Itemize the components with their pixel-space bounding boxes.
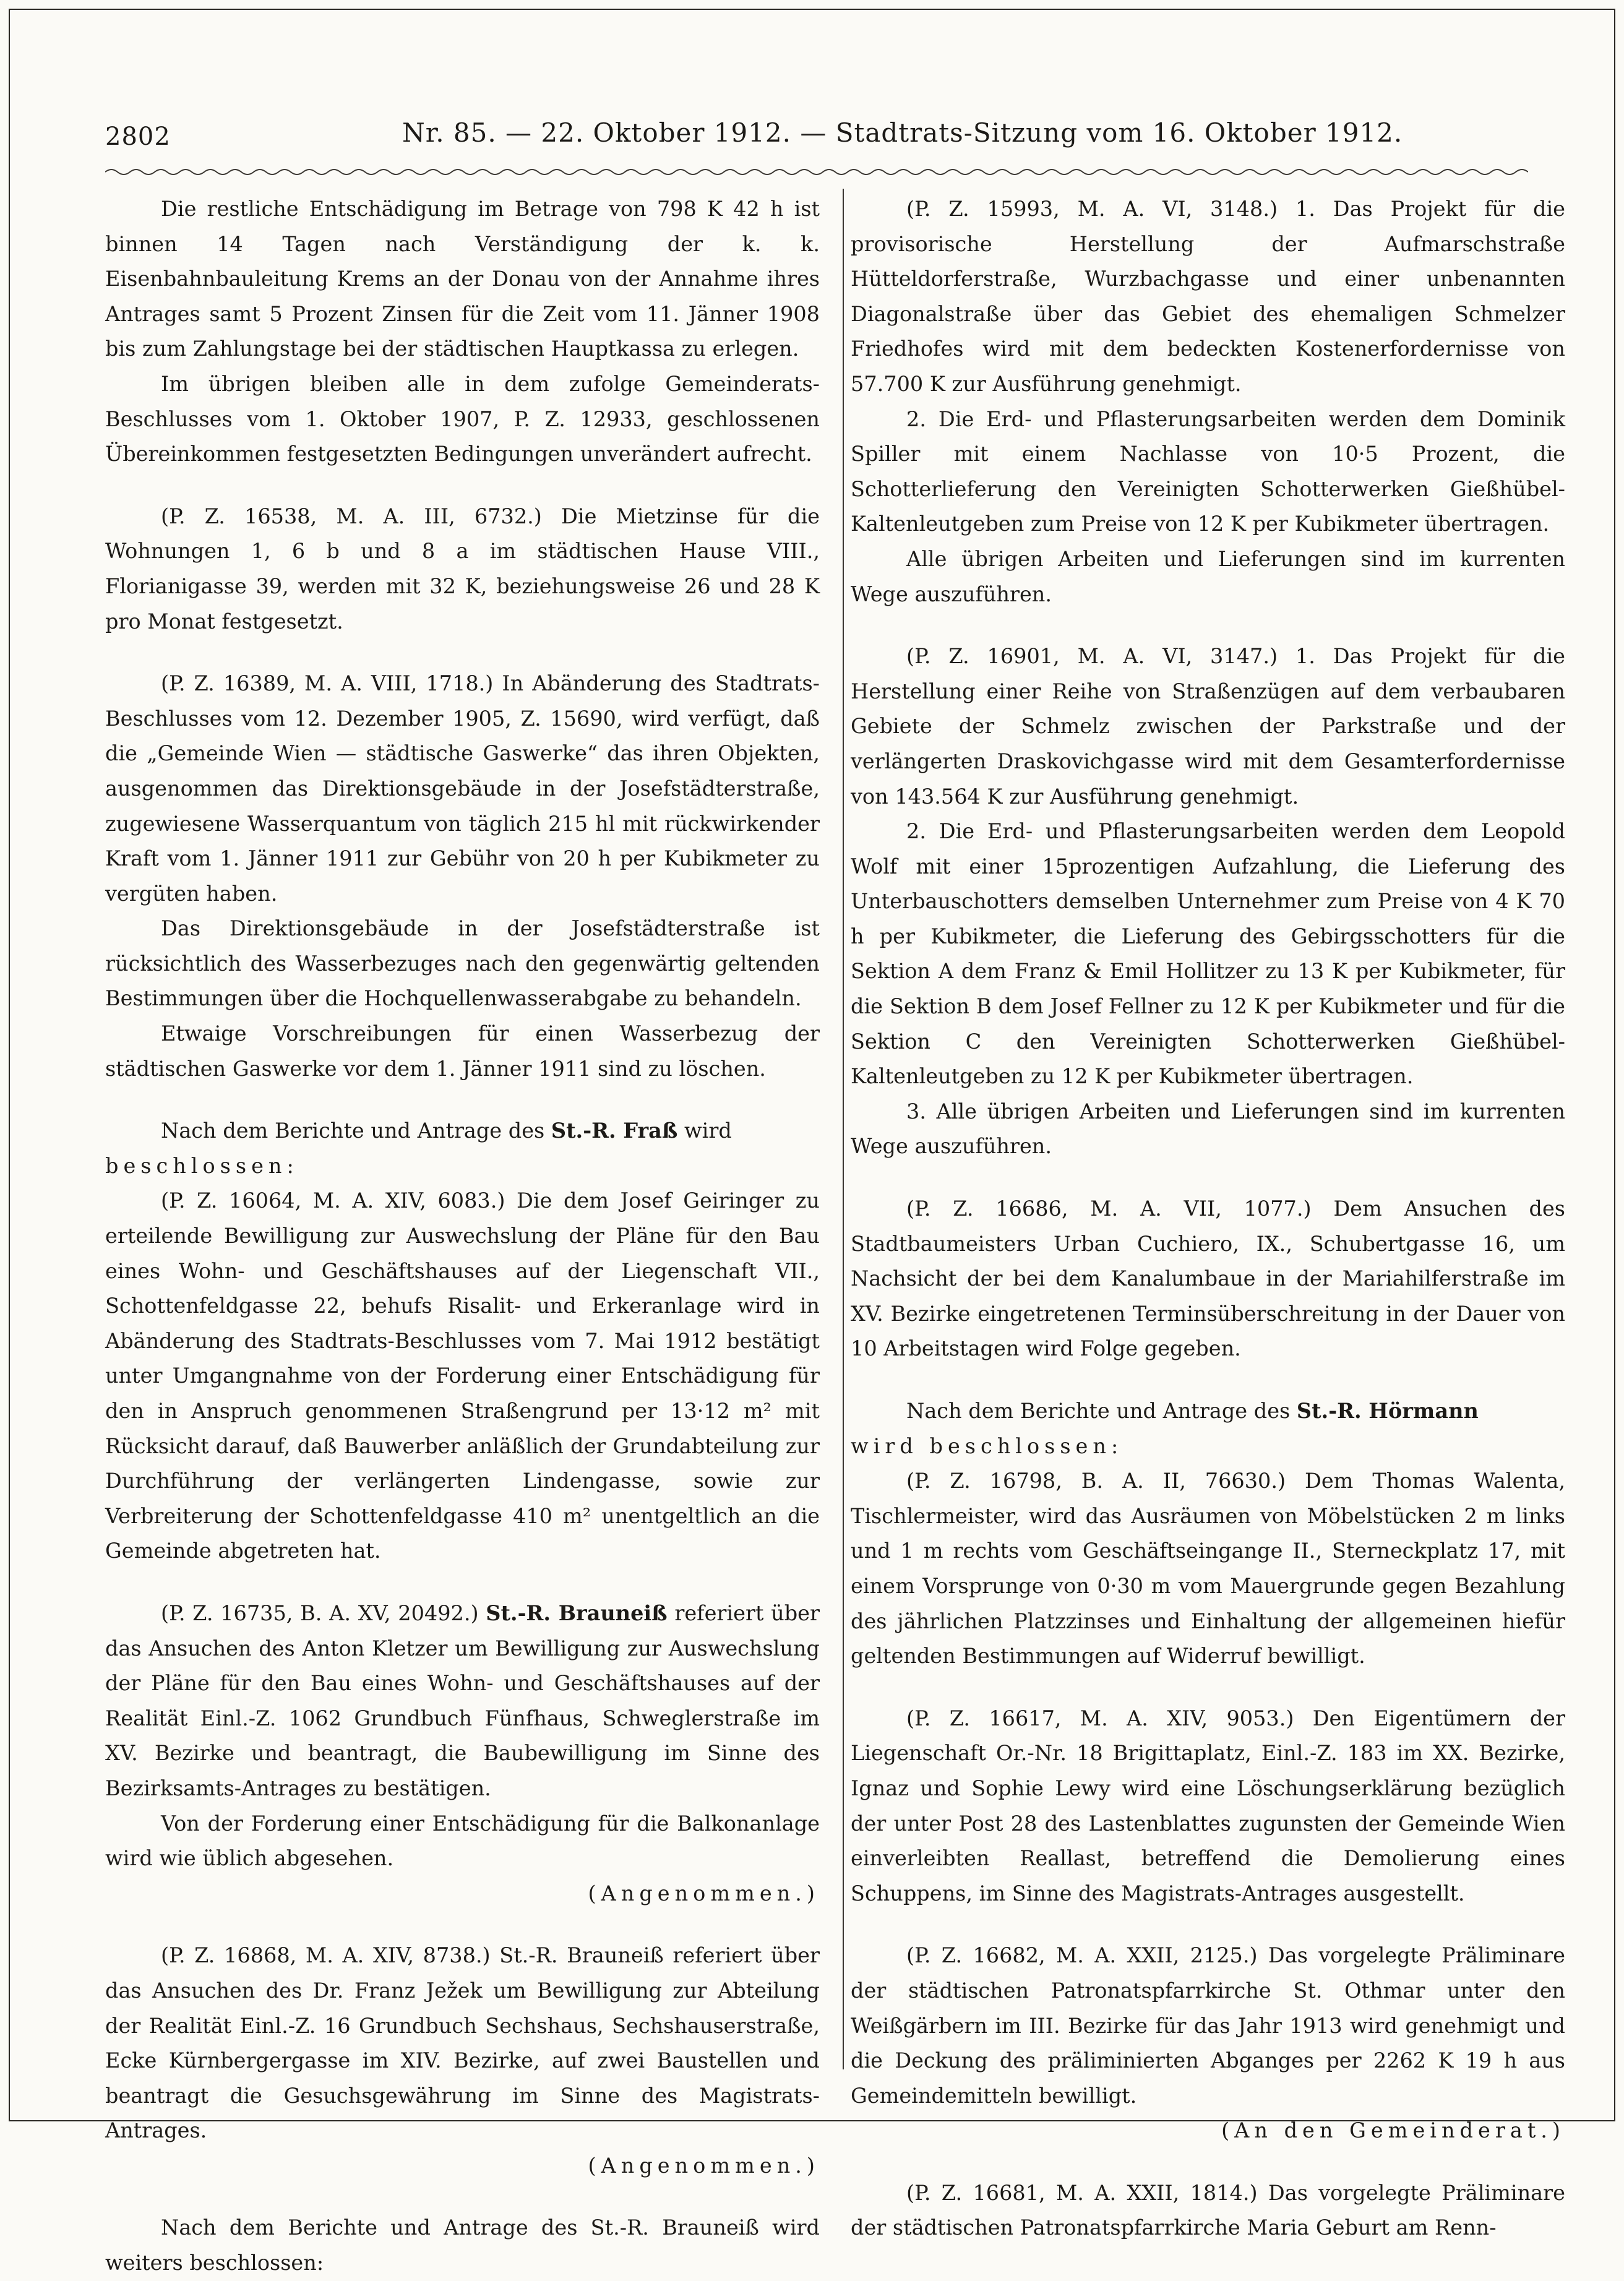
paragraph: Das Direktionsgebäude in der Josefstädterstraße ist rücksichtlich des Wasserbezuges nach den gegenwärtig geltenden Bestimmungen über die Hochquellenwasserabgabe zu behandeln.	[105, 916, 820, 1011]
speaker-name: St.-R. Brauneiß	[486, 1600, 668, 1625]
paragraph: (P. Z. 16798, B. A. II, 76630.) Dem Thomas Walenta, Tischlermeister, wird das Ausräumen von Möbelstücken 2 m links und 1 m rechts vom Geschäftseingange II., Sterneckplatz 17, mit einem Vorsprunge von 0·30 m vom Mauergrunde gegen Bezahlung des jährlichen Platzzinses und Einhaltung der allgemeinen hiefür geltenden Bestimmungen auf Widerruf bewilligt.	[851, 1469, 1565, 1669]
resolution-heading: Nach dem Berichte und Antrage des St.-R. Brauneiß wird weiters beschlossen:	[105, 2215, 820, 2275]
paragraph: (P. Z. 16389, M. A. VIII, 1718.) In Abänderung des Stadtrats-Beschlusses vom 12. Dezember 1905, Z. 15690, wird verfügt, daß die „Gemeinde Wien — städtische Gaswerke“ das ihren Objekten, ausgenommen das Direktionsgebäude in der Josefstädterstraße, zugewiesene Wasserquantum von täglich 215 hl mit rückwirkender Kraft vom 1. Jänner 1911 zur Gebühr von 20 h per Kubikmeter zu vergüten haben.	[105, 671, 820, 906]
paragraph: (P. Z. 16868, M. A. XIV, 8738.) St.-R. Brauneiß referiert über das Ansuchen des Dr. Franz Ježek um Bewilligung zur Abteilung der Realität Einl.-Z. 16 Grundbuch Sechshaus, Sechshauserstraße, Ecke Kürnbergergasse im XIV. Bezirke, auf zwei Baustellen und beantragt die Gesuchsgewährung im Sinne des Magistrats-Antrages.	[105, 1943, 820, 2143]
right-column	[851, 192, 1565, 2246]
column-divider	[843, 189, 844, 2069]
paragraph: (P. Z. 16064, M. A. XIV, 6083.) Die dem Josef Geiringer zu erteilende Bewilligung zur Auswechslung der Pläne für den Bau eines Wohn- und Geschäftshauses auf der Liegenschaft VII., Schottenfeldgasse 22, behufs Risalit- und Erkeranlage wird in Abänderung des Stadtrats-Beschlusses vom 7. Mai 1912 bestätigt unter Umgangnahme von der Forderung einer Entschädigung für den in Anspruch genommenen Straßengrund per 13·12 m² mit Rücksicht darauf, daß Bauwerber anläßlich der Grundabteilung zur Durchführung der verlängerten Lindengasse, sowie zur Verbreiterung der Schottenfeldgasse 410 m² unentgeltlich an die Gemeinde abgetreten hat.	[105, 1188, 820, 1563]
result-note: (Angenommen.)	[588, 1881, 820, 1905]
result-note: (Angenommen.)	[588, 2153, 820, 2178]
paragraph: 2. Die Erd- und Pflasterungsarbeiten werden dem Leopold Wolf mit einer 15prozentigen Aufzahlung, die Lieferung des Unterbauschotters demselben Unternehmer zum Preise von 4 K 70 h per Kubikmeter, die Lieferung des Gebirgsschotters für die Sektion A dem Franz & Emil Hollitzer zu 13 K per Kubikmeter, für die Sektion B dem Josef Fellner zu 12 K per Kubikmeter und für die Sektion C den Vereinigten Schotterwerken Gießhübel-Kaltenleutgeben zu 12 K per Kubikmeter übertragen.	[851, 819, 1565, 1089]
paragraph: Etwaige Vorschreibungen für einen Wasserbezug der städtischen Gaswerke vor dem 1. Jänner 1911 sind zu löschen.	[105, 1021, 820, 1081]
paragraph: Die restliche Entschädigung im Betrage von 798 K 42 h ist binnen 14 Tagen nach Verständigung der k. k. Eisenbahnbauleitung Krems an der Donau von der Annahme ihres Antrages samt 5 Prozent Zinsen für die Zeit vom 11. Jänner 1908 bis zum Zahlungstage bei der städtischen Hauptkassa zu erlegen.	[105, 197, 820, 361]
paragraph: 3. Alle übrigen Arbeiten und Lieferungen sind im kurrenten Wege auszuführen.	[851, 1099, 1565, 1159]
page-number: 2802	[105, 122, 171, 151]
paragraph: Im übrigen bleiben alle in dem zufolge Gemeinderats-Beschlusses vom 1. Oktober 1907, P. Z. 12933, geschlossenen Übereinkommen festgesetzten Bedingungen unverändert aufrecht.	[105, 371, 820, 466]
speaker-name: St.-R. Fraß	[551, 1119, 678, 1143]
running-head: Nr. 85. — 22. Oktober 1912. — Stadtrats-Sitzung vom 16. Oktober 1912.	[402, 118, 1403, 148]
paragraph: 2. Die Erd- und Pflasterungsarbeiten werden dem Dominik Spiller mit einem Nachlasse von 10·5 Prozent, die Schotterlieferung den Vereinigten Schotterwerken Gießhübel-Kaltenleutgeben zum Preise von 12 K per Kubikmeter übertragen.	[851, 406, 1565, 536]
paragraph: (P. Z. 16681, M. A. XXII, 1814.) Das vorgelegte Präliminare der städtischen Patronatspfarrkirche Maria Geburt am Renn-	[851, 2180, 1565, 2240]
paragraph: (P. Z. 15993, M. A. VI, 3148.) 1. Das Projekt für die provisorische Herstellung der Aufmarschstraße Hütteldorferstraße, Wurzbachgasse und einer unbenannten Diagonalstraße über das Gebiet des ehemaligen Schmelzer Friedhofes wird mit dem bedeckten Kostenerfordernisse von 57.700 K zur Ausführung genehmigt.	[851, 197, 1565, 396]
left-column	[105, 192, 820, 2281]
header-wavy-rule	[105, 166, 1528, 178]
paragraph: Alle übrigen Arbeiten und Lieferungen sind im kurrenten Wege auszuführen.	[851, 546, 1565, 606]
paragraph: (P. Z. 16686, M. A. VII, 1077.) Dem Ansuchen des Stadtbaumeisters Urban Cuchiero, IX., Schubertgasse 16, um Nachsicht der bei dem Kanalumbaue in der Mariahilferstraße im XV. Bezirke eingetretenen Terminsüberschreitung in der Dauer von 10 Arbeitstagen wird Folge gegeben.	[851, 1196, 1565, 1361]
paragraph: (P. Z. 16735, B. A. XV, 20492.) St.-R. Brauneiß referiert über das Ansuchen des Anton Kletzer um Bewilligung zur Auswechslung der Pläne für den Bau eines Wohn- und Geschäftshauses auf der Realität Einl.-Z. 1062 Grundbuch Fünfhaus, Schweglerstraße im XV. Bezirke und beantragt, die Baubewilligung im Sinne des Bezirksamts-Antrages zu bestätigen.	[105, 1600, 820, 1800]
paragraph: (P. Z. 16901, M. A. VI, 3147.) 1. Das Projekt für die Herstellung einer Reihe von Straßenzügen auf dem verbaubaren Gebiete der Schmelz zwischen der Parkstraße und der verlängerten Draskovichgasse wird mit dem Gesamterfordernisse von 143.564 K zur Ausführung genehmigt.	[851, 644, 1565, 809]
resolution-heading: Nach dem Berichte und Antrage des St.-R. Fraß wird beschlossen:	[105, 1119, 732, 1178]
resolution-heading: Nach dem Berichte und Antrage des St.-R. Hörmann wird beschlossen:	[851, 1399, 1479, 1458]
result-note: (An den Gemeinderat.)	[1221, 2118, 1565, 2143]
paragraph: (P. Z. 16617, M. A. XIV, 9053.) Den Eigentümern der Liegenschaft Or.-Nr. 18 Brigittaplatz, Einl.-Z. 183 im XX. Bezirke, Ignaz und Sophie Lewy wird eine Löschungserklärung bezüglich der unter Post 28 des Lastenblattes zugunsten der Gemeinde Wien einverleibten Reallast, betreffend die Demolierung eines Schuppens, im Sinne des Magistrats-Antrages ausgestellt.	[851, 1706, 1565, 1905]
page-header	[105, 111, 1525, 155]
speaker-name: St.-R. Hörmann	[1296, 1399, 1479, 1423]
paragraph: (P. Z. 16682, M. A. XXII, 2125.) Das vorgelegte Präliminare der städtischen Patronatspfarrkirche St. Othmar unter den Weißgärbern im III. Bezirke für das Jahr 1913 wird genehmigt und die Deckung des präliminierten Abganges per 2262 K 19 h aus Gemeindemitteln bewilligt.	[851, 1943, 1565, 2108]
paragraph: (P. Z. 16538, M. A. III, 6732.) Die Mietzinse für die Wohnungen 1, 6 b und 8 a im städtischen Hause VIII., Florianigasse 39, werden mit 32 K, beziehungsweise 26 und 28 K pro Monat festgesetzt.	[105, 504, 820, 634]
paragraph: Von der Forderung einer Entschädigung für die Balkonanlage wird wie üblich abgesehen.	[105, 1811, 820, 1871]
